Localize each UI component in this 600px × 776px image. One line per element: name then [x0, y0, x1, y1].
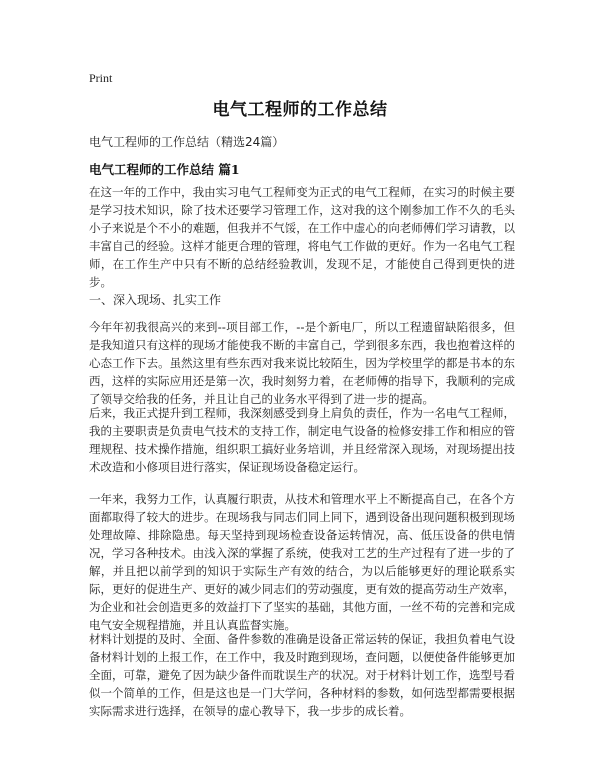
paragraph-project-start: 今年年初我很高兴的来到--项目部工作，--是个新电厂，所以工程遗留缺陷很多，但是我知道只有这样的现场才能使我不断的丰富自己，学到很多东西，我也抱着这样的心态工作下去。虽然这里有些东西对我来说比较陌生，因为学校里学的都是书本的东西，这样的实际应用还是第一次，我时刻努力着，在老师傅的指导下，我顺利的完成了领导交给我的任务，并且让自己的业务水平得到了进一步的提高。 [89, 320, 515, 406]
document-title: 电气工程师的工作总结 [212, 100, 388, 120]
paragraph-yearly-work: 一年来，我努力工作，认真履行职责，从技术和管理水平上不断提高自己，在各个方面都取得了较大的进步。在现场我与同志们同上同下，遇到设备出现问题积极到现场处理故障、排除隐患。每天坚持到现场检查设备运转情况，高、低压设备的供电情况，学习各种技术。由浅入深的掌握了系统，使我对工艺的生产过程有了进一步的了解，并且把以前学到的知识于实际生产有效的结合，为以后能够更好的理论联系实际，更好的促进生产、更好的减少同志们的劳动强度，更有效的提高劳动生产效率，为企业和社会创造更多的效益打下了坚实的基础，其他方面，一丝不苟的完善和完成电气安全规程措施，并且认真监督实施。 [89, 492, 515, 632]
paragraph-material-plan: 材料计划提的及时、全面、备件参数的准确是设备正常运转的保证，我担负着电气设备材料计划的上报工作，在工作中，我及时跑到现场，查问题，以便使备件能够更加全面，可靠，避免了因为缺少备件而耽误生产的状况。对于材料计划工作，选型号看似一个简单的工作，但是这也是一门大学问，各种材料的参数，如何选型都需要根据实际需求进行选择，在领导的虚心教导下，我一步步的成长着。 [89, 632, 515, 718]
print-label: Print [89, 71, 113, 85]
subheading-on-site-work: 一、深入现场、扎实工作 [89, 293, 222, 307]
section-title: 电气工程师的工作总结 篇1 [89, 162, 240, 177]
document-subtitle: 电气工程师的工作总结（精选24篇） [89, 135, 285, 149]
paragraph-promotion: 后来，我正式提升到工程师，我深刻感受到身上肩负的责任，作为一名电气工程师，我的主要职责是负责电气技术的支持工作，制定电气设备的检修安排工作和相应的管理规程、技术操作措施，组织职工搞好业务培训，并且经常深入现场，对现场提出技术改造和小修项目进行落实，保证现场设备稳定运行。 [89, 406, 515, 474]
paragraph-intro: 在这一年的工作中，我由实习电气工程师变为正式的电气工程师，在实习的时候主要是学习技术知识，除了技术还要学习管理工作，这对我的这个刚参加工作不久的毛头小子来说是个不小的难题，但我并不气馁，在工作中虚心的向老师傅们学习请教，以丰富自己的经验。这样才能更合理的管理，将电气工作做的更好。作为一名电气工程师，在工作生产中只有不断的总结经验教训，发现不足，才能使自己得到更快的进步。 [89, 185, 515, 289]
